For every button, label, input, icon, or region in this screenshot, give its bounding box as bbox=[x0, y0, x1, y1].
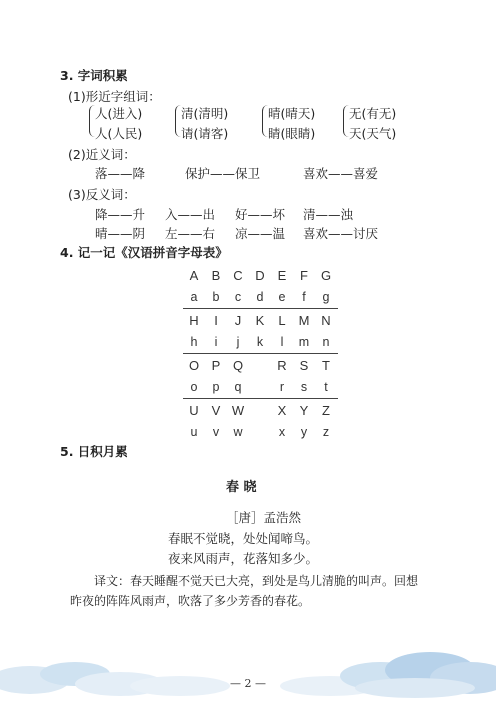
alphabet-row bbox=[183, 354, 338, 376]
antonym-2-2: 左——右 bbox=[165, 226, 216, 241]
alphabet-row bbox=[183, 376, 338, 398]
letter: b bbox=[212, 290, 220, 304]
antonym-2-3: 凉——温 bbox=[235, 226, 286, 241]
letter: k bbox=[256, 335, 264, 349]
letter: a bbox=[190, 290, 198, 304]
pair-1-a: 人(进入) bbox=[95, 106, 143, 121]
letter: j bbox=[236, 335, 240, 349]
letter: v bbox=[212, 425, 220, 439]
letter: O bbox=[188, 357, 200, 373]
letter: H bbox=[189, 312, 199, 328]
letter: S bbox=[299, 357, 309, 373]
section-4-title: 4. 记一记《汉语拼音字母表》 bbox=[60, 245, 228, 260]
alphabet-row bbox=[183, 309, 338, 331]
antonym-2-1: 晴——阴 bbox=[95, 226, 146, 241]
synonym-1: 落——降 bbox=[95, 166, 146, 181]
letter: y bbox=[300, 425, 308, 439]
antonym-1-3: 好——坏 bbox=[235, 207, 286, 222]
letter: C bbox=[233, 267, 243, 283]
letter: E bbox=[277, 267, 287, 283]
letter: V bbox=[211, 402, 221, 418]
letter: B bbox=[211, 267, 221, 283]
alphabet-row bbox=[183, 264, 338, 286]
antonym-1-1: 降——升 bbox=[95, 207, 146, 222]
letter: R bbox=[277, 357, 287, 373]
letter: X bbox=[277, 402, 287, 418]
poem-line-2: 夜来风雨声，花落知多少。 bbox=[168, 551, 319, 566]
letter: s bbox=[300, 380, 308, 394]
letter: z bbox=[322, 425, 330, 439]
letter: F bbox=[300, 267, 308, 283]
letter: r bbox=[279, 380, 285, 394]
letter: T bbox=[322, 357, 330, 373]
alphabet-row bbox=[183, 421, 338, 443]
letter: d bbox=[256, 290, 264, 304]
synonym-3: 喜欢——喜爱 bbox=[303, 166, 379, 181]
letter: m bbox=[298, 335, 310, 349]
alphabet-row bbox=[183, 286, 338, 308]
letter: p bbox=[212, 380, 220, 394]
section-5-title: 5. 日积月累 bbox=[60, 444, 128, 459]
pair-2-a: 清(清明) bbox=[181, 106, 229, 121]
letter: I bbox=[214, 312, 218, 328]
letter: Y bbox=[299, 402, 309, 418]
letter: D bbox=[255, 267, 265, 283]
letter: x bbox=[278, 425, 286, 439]
subheading-similar-chars: (1)形近字组词： bbox=[68, 89, 161, 104]
letter: P bbox=[211, 357, 221, 373]
letter: h bbox=[190, 335, 198, 349]
pinyin-alphabet-table bbox=[183, 264, 338, 443]
pair-3-b: 睛(眼睛) bbox=[268, 126, 316, 141]
letter: M bbox=[298, 312, 310, 328]
letter: W bbox=[231, 402, 245, 418]
letter: l bbox=[280, 335, 284, 349]
pair-2-b: 请(请客) bbox=[181, 126, 229, 141]
letter: N bbox=[321, 312, 331, 328]
translation-line-1: 译文：春天睡醒不觉天已大亮，到处是鸟儿清脆的叫声。回想 bbox=[94, 574, 419, 588]
letter: e bbox=[278, 290, 286, 304]
letter: w bbox=[233, 425, 243, 439]
letter: q bbox=[234, 380, 242, 394]
letter: g bbox=[322, 290, 330, 304]
alphabet-row bbox=[183, 331, 338, 353]
section-3-title: 3. 字词积累 bbox=[60, 68, 128, 83]
letter: L bbox=[278, 312, 286, 328]
page-number: — 2 — bbox=[230, 677, 266, 690]
letter: K bbox=[255, 312, 265, 328]
letter: Z bbox=[322, 402, 330, 418]
poem-line-1: 春眠不觉晓，处处闻啼鸟。 bbox=[168, 531, 319, 546]
poem-author: ［唐］孟浩然 bbox=[226, 510, 302, 525]
pair-4-a: 无(有无) bbox=[349, 106, 397, 121]
alphabet-row bbox=[183, 399, 338, 421]
synonym-2: 保护——保卫 bbox=[185, 166, 261, 181]
letter: G bbox=[320, 267, 332, 283]
antonym-1-4: 清——浊 bbox=[303, 207, 354, 222]
antonym-2-4: 喜欢——讨厌 bbox=[303, 226, 379, 241]
subheading-synonyms: (2)近义词： bbox=[68, 147, 136, 162]
letter: U bbox=[189, 402, 199, 418]
letter: t bbox=[324, 380, 328, 394]
letter: c bbox=[234, 290, 242, 304]
pair-1-b: 人(人民) bbox=[95, 126, 143, 141]
letter: J bbox=[234, 312, 242, 328]
translation-line-2: 昨夜的阵阵风雨声，吹落了多少芳香的春花。 bbox=[70, 594, 311, 608]
poem-title: 春 晓 bbox=[226, 480, 257, 495]
letter: Q bbox=[232, 357, 244, 373]
letter: u bbox=[190, 425, 198, 439]
subheading-antonyms: (3)反义词： bbox=[68, 187, 136, 202]
letter: f bbox=[302, 290, 306, 304]
letter: n bbox=[322, 335, 330, 349]
letter: A bbox=[189, 267, 199, 283]
antonym-1-2: 入——出 bbox=[165, 207, 216, 222]
pair-3-a: 晴(晴天) bbox=[268, 106, 316, 121]
pair-4-b: 天(天气) bbox=[349, 126, 397, 141]
letter: i bbox=[214, 335, 218, 349]
letter: o bbox=[190, 380, 198, 394]
cloud-decoration bbox=[0, 640, 496, 705]
